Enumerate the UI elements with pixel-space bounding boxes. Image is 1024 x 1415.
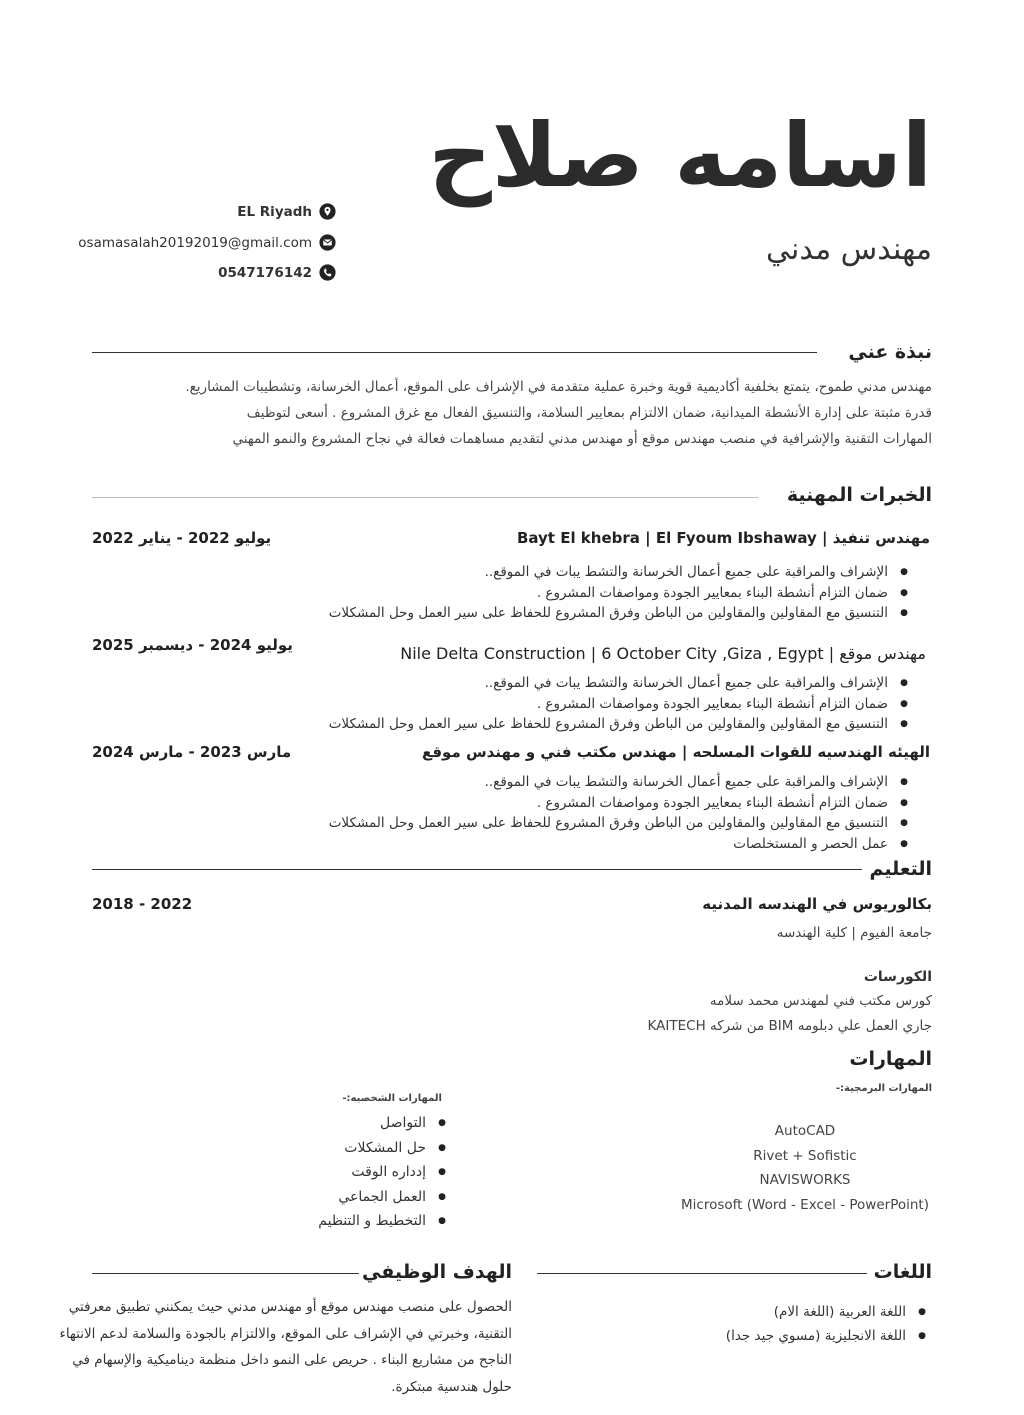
- languages-title: اللغات: [873, 1261, 932, 1283]
- education-title: التعليم: [869, 858, 932, 880]
- objective-divider: [92, 1273, 359, 1274]
- list-item: ● الإشراف والمراقبة على جميع أعمال الخرسانة والتشط يبات في الموقع..: [329, 673, 914, 694]
- list-item: ● اللغة العربية (اللغة الام): [726, 1300, 932, 1324]
- candidate-name: اسامه صلاح: [428, 104, 932, 207]
- list-item: ● إدداره الوقت: [318, 1160, 452, 1185]
- courses-title: الكورسات: [863, 969, 932, 985]
- phone-text[interactable]: 0547176142: [218, 264, 312, 281]
- education-divider: [92, 869, 862, 870]
- job-2-heading: مهندس موقع | Nile Delta Construction | 6 October City ,Giza , Egypt: [400, 644, 926, 663]
- experience-title: الخبرات المهنية: [786, 484, 932, 506]
- email-text[interactable]: osamasalah20192019@gmail.com: [78, 234, 312, 251]
- list-item: Microsoft (Word - Excel - PowerPoint): [681, 1196, 929, 1213]
- list-item: ● العمل الجماعي: [318, 1185, 452, 1210]
- list-item: ● اللغة الانجليزية (مسوي جيد جدا): [726, 1324, 932, 1348]
- about-line: المهارات التقنية والإشرافية في منصب مهندس موقع أو مهندس مدني لتقديم مساهمات فعالة في نجاح المشروع والنمو المهني: [232, 431, 932, 447]
- objective-line: حلول هندسية مبتكرة.: [391, 1378, 512, 1395]
- job-2-date: يوليو 2024 - ديسمبر 2025: [92, 636, 293, 654]
- list-item: Rivet + Sofistic: [753, 1147, 857, 1164]
- list-item: ● التخطيط و التنظيم: [318, 1209, 452, 1234]
- about-divider: [92, 352, 817, 353]
- personal-skills: [318, 1111, 452, 1234]
- experience-divider: [92, 497, 758, 498]
- languages-list: [726, 1300, 932, 1348]
- list-item: ● الإشراف والمراقبة على جميع أعمال الخرسانة والتشط يبات في الموقع..: [329, 772, 914, 793]
- about-line: قدرة مثبتة على إدارة الأنشطة الميدانية، ضمان الالتزام بمعايير السلامة، والتنسيق الفعال مع غرق المشروع . أسعى لتوظيف: [246, 405, 932, 421]
- course-item: كورس مكتب فني لمهندس محمد سلامه: [709, 993, 932, 1009]
- job-3-heading: الهيئه الهندسيه للقوات المسلحه | مهندس مكتب فني و مهندس موقع: [421, 743, 930, 761]
- list-item: ● التنسيق مع المقاولين والمقاولين من الباطن وفرق المشروع للحفاظ على سير العمل وحل المشكلات: [329, 603, 914, 624]
- objective-line: التقنية، وخبرتي في الإشراف على الموقع، والالتزام بالجودة والسلامة لدعم الانتهاء: [59, 1325, 512, 1342]
- programming-skills: [670, 1119, 940, 1217]
- job-1-date: يوليو 2022 - يناير 2022: [92, 529, 272, 547]
- job-3-date: مارس 2023 - مارس 2024: [92, 743, 292, 761]
- languages-divider: [537, 1273, 867, 1274]
- list-item: ● التنسيق مع المقاولين والمقاولين من الباطن وفرق المشروع للحفاظ على سير العمل وحل المشكلات: [329, 714, 914, 735]
- about-title: نبذة عني: [848, 341, 932, 363]
- about-line: مهندس مدني طموح، يتمتع بخلفية أكاديمية قوية وخبرة عملية متقدمة في الإشراف على الموقع، أعمال الخرسانة، وتشطيبات المشاريع.: [185, 379, 932, 395]
- job-2-bullets: [329, 673, 914, 735]
- list-item: ● التواصل: [318, 1111, 452, 1136]
- objective-line: الناجح من مشاريع البناء . حريص على النمو داخل منظمة ديناميكية والإسهام في: [72, 1352, 512, 1368]
- objective-text: [17, 1294, 512, 1400]
- objective-title: الهدف الوظيفي: [362, 1261, 512, 1283]
- personal-skills-label: المهارات الشخصيه:-: [342, 1093, 442, 1104]
- phone-icon: [319, 264, 336, 281]
- job-1-heading: مهندس تنفيذ | Bayt El khebra | El Fyoum Ibshaway: [516, 529, 930, 547]
- mail-icon: [319, 234, 336, 251]
- list-item: AutoCAD: [774, 1123, 836, 1139]
- location-pin-icon: [319, 203, 336, 220]
- education-years: 2022 - 2018: [92, 895, 193, 913]
- contact-email: [78, 234, 336, 251]
- about-text: [92, 374, 932, 452]
- list-item: ● التنسيق مع المقاولين والمقاولين من الباطن وفرق المشروع للحفاظ على سير العمل وحل المشكلات: [329, 813, 914, 834]
- job-1-bullets: [329, 562, 914, 624]
- skills-title: المهارات: [849, 1048, 932, 1070]
- school: جامعة الفيوم | كلية الهندسه: [776, 925, 932, 941]
- objective-line: الحصول على منصب مهندس موقع أو مهندس مدني حيث يمكنني تطبيق معرفتي: [68, 1299, 512, 1315]
- contact-phone: [218, 264, 336, 281]
- list-item: ● حل المشكلات: [318, 1136, 452, 1161]
- contact-location: [237, 203, 336, 220]
- list-item: ● عمل الحصر و المستخلصات: [329, 834, 914, 855]
- job-3-bullets: [329, 772, 914, 854]
- list-item: ● ضمان التزام أنشطة البناء بمعايير الجودة ومواصفات المشروع .: [329, 793, 914, 814]
- list-item: ● ضمان التزام أنشطة البناء بمعايير الجودة ومواصفات المشروع .: [329, 694, 914, 715]
- course-item: جاري العمل علي دبلومه BIM من شركه KAITECH: [647, 1018, 932, 1034]
- list-item: NAVISWORKS: [759, 1172, 851, 1188]
- location-text: EL Riyadh: [237, 203, 312, 220]
- list-item: ● ضمان التزام أنشطة البناء بمعايير الجودة ومواصفات المشروع .: [329, 583, 914, 604]
- job-title: مهندس مدني: [765, 232, 932, 267]
- list-item: ● الإشراف والمراقبة على جميع أعمال الخرسانة والتشط يبات في الموقع..: [329, 562, 914, 583]
- degree: بكالوريوس في الهندسه المدنيه: [702, 895, 932, 913]
- programming-skills-label: المهارات البرمجية:-: [835, 1083, 932, 1094]
